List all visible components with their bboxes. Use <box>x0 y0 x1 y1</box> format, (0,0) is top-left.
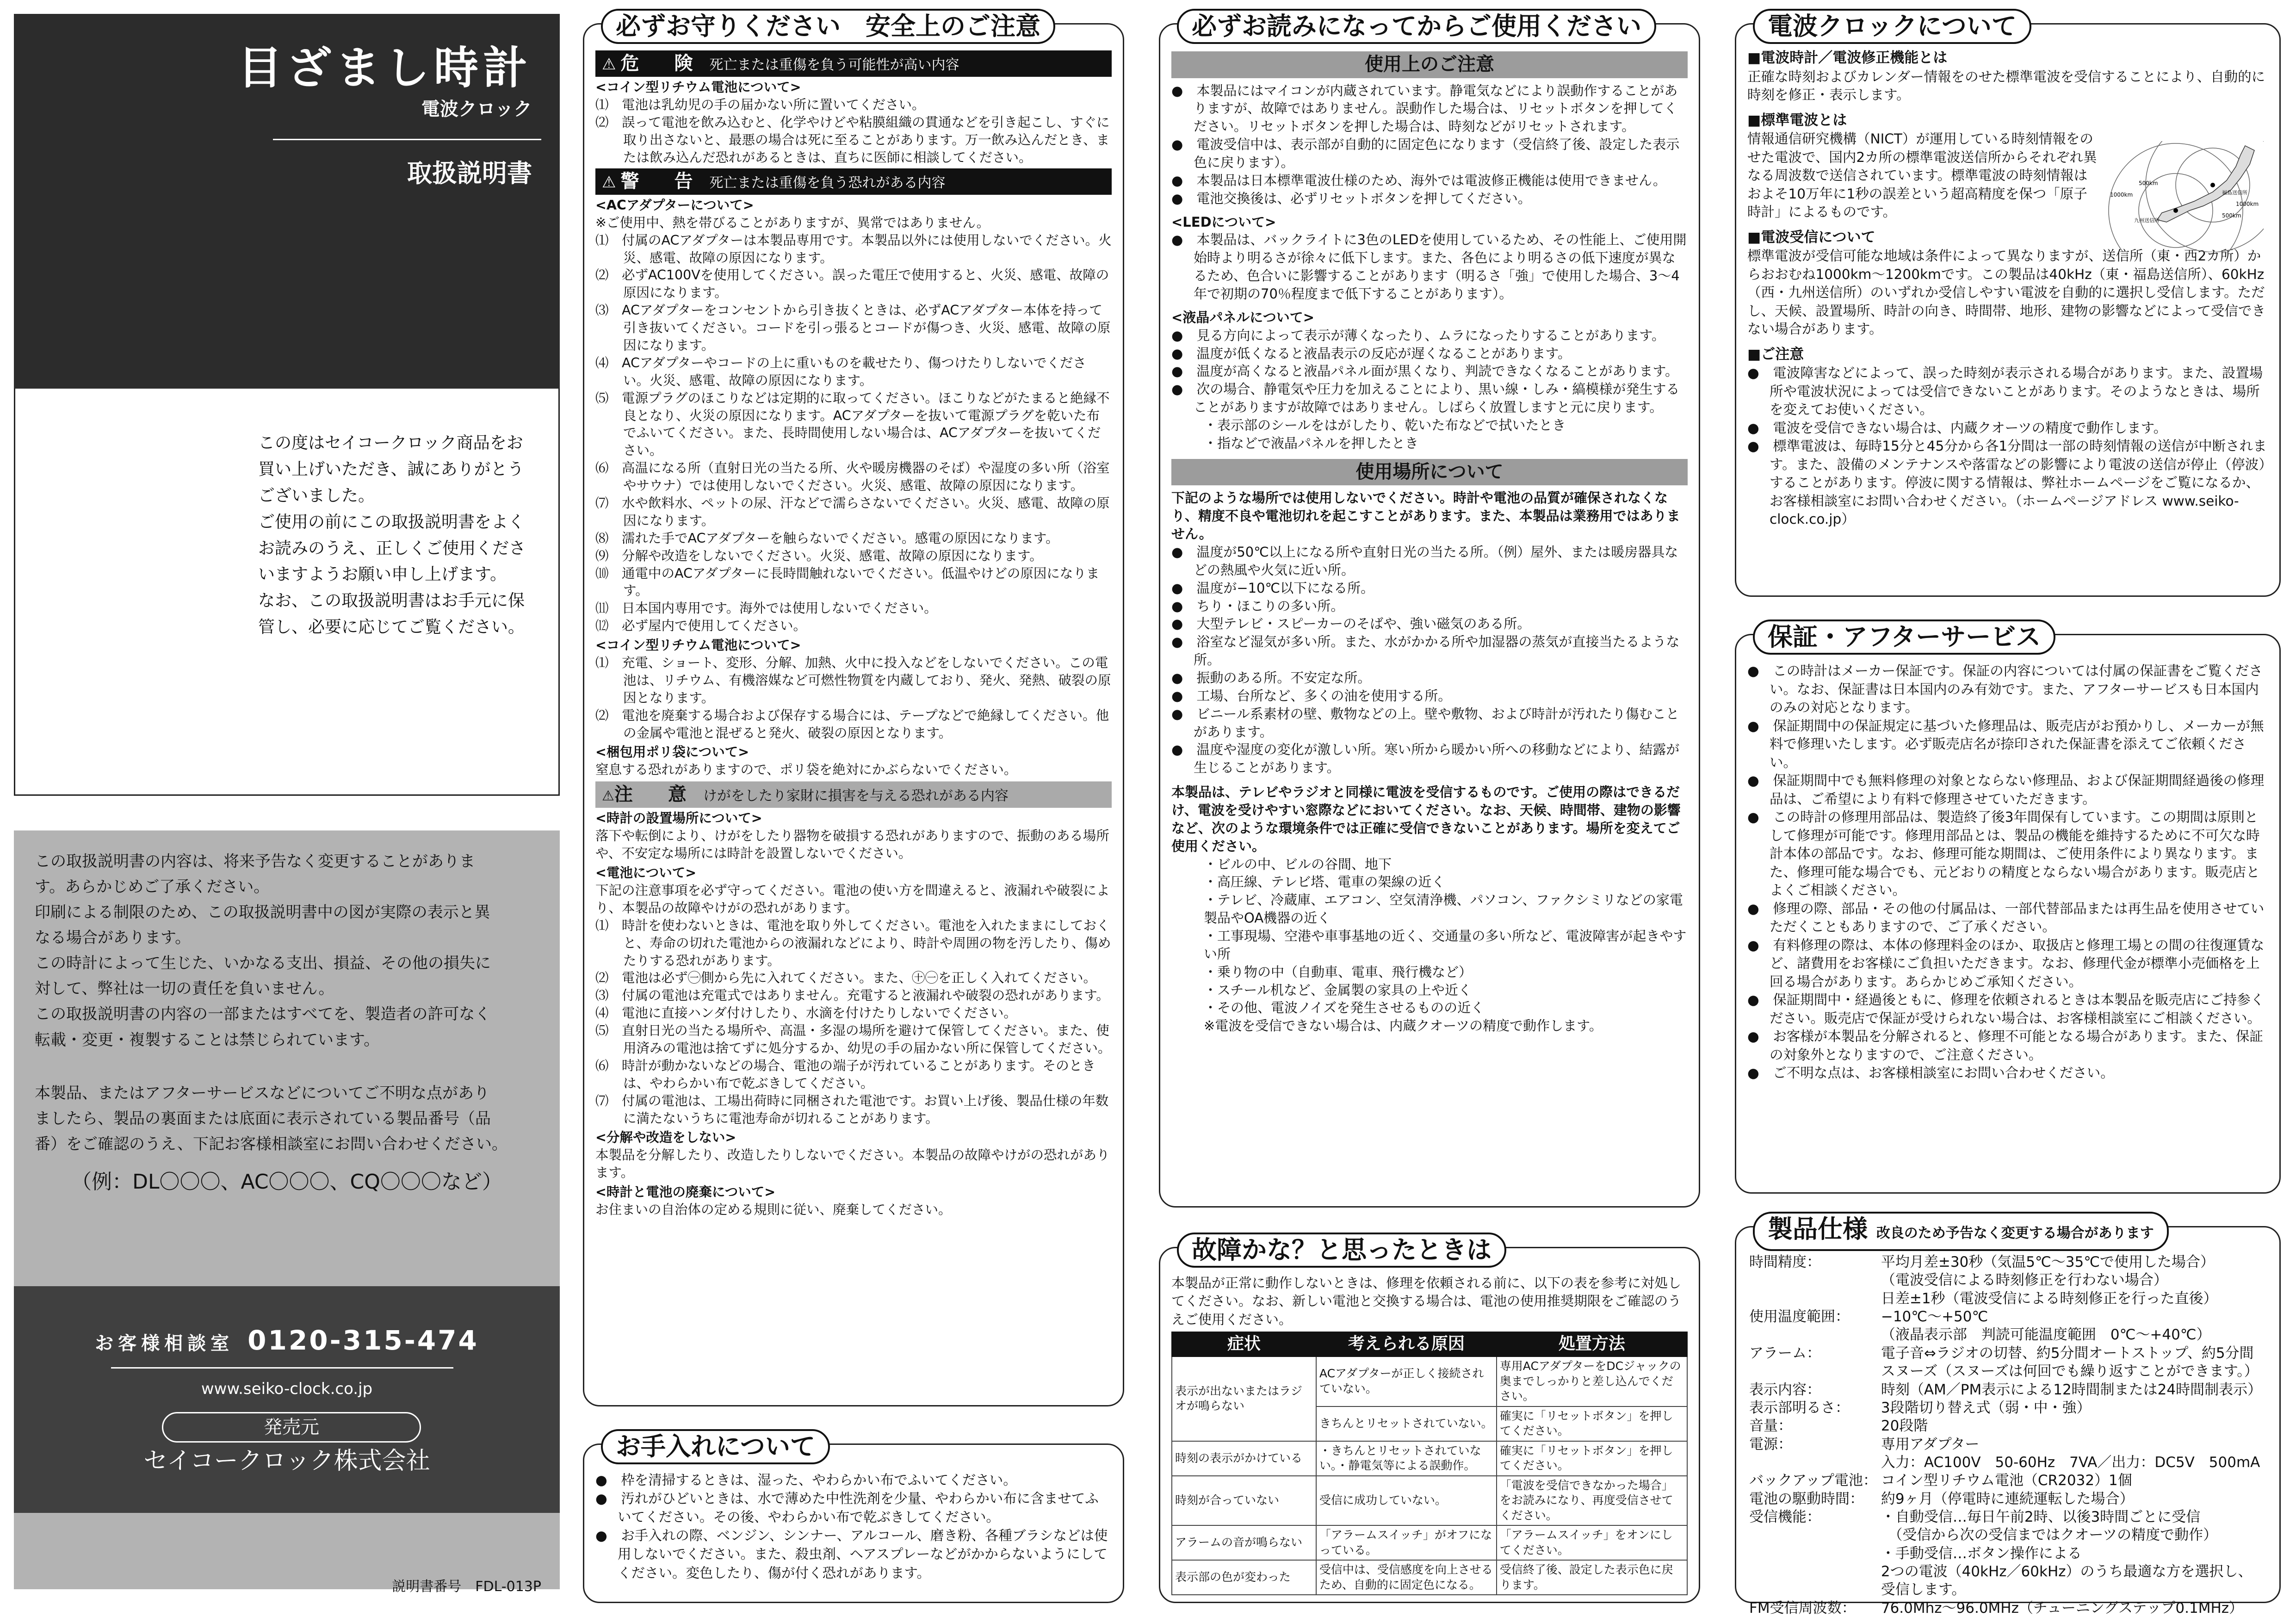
spec-title: 製品仕様 <box>1768 1214 1868 1244</box>
item-text: 温度が50℃以上になる所や直射日光の当たる所。（例）屋外、または暖房器具などの熱風や火気に近い所。 <box>1194 544 1678 578</box>
spec-value: 平均月差±30秒（気温5℃〜35℃で使用した場合） （電波受信による時刻修正を行わない場合） 日差±1秒（電波受信による時刻修正を行った直後） <box>1881 1254 2218 1307</box>
radio-clock-section <box>1735 12 2281 597</box>
table-cell: 「電波を受信できなかった場合」をお読みになり、再度受信させてください。 <box>1497 1476 1687 1526</box>
list-item: ⑸ 直射日光の当たる場所や、高温・多湿の場所を避けて保管してください。また、使用済みの電池は捨てずに処分するか、幼児の手の届かない所に保管してください。 <box>595 1023 1111 1056</box>
safety-column <box>583 14 1124 1610</box>
list-item: ● 振動のある所。不安定な所。 <box>1171 669 1371 686</box>
table-cell: 受信中は、受信感度を向上させるため、自動的に固定色になる。 <box>1316 1560 1497 1595</box>
list-item: ● 本製品は日本標準電波仕様のため、海外では電波修正機能は使用できません。 <box>1171 172 1666 188</box>
danger-desc: 死亡または重傷を負う可能性が高い内容 <box>709 57 959 73</box>
list-item: ⑸ 電源プラグのほこりなどは定期的に取ってください。ほこりなどがたまると絶縁不良となり、火災の原因になります。ACアダプターを抜いて電源プラグを乾いた布でふいてください。また、長時間使用しない場合は、ACアダプターを抜いてください。 <box>595 390 1110 458</box>
contact-tel <box>14 1323 560 1358</box>
seller-label: 発売元 <box>162 1412 421 1443</box>
danger-bar <box>595 50 1112 77</box>
list-item: ● 本製品は、バックライトに3色のLEDを使用しているため、その性能上、ご使用開始時より明るさが徐々に低下します。また、各色により明るさの低下速度が異なるため、色合いに影響することがあります（明るさ「強」で使用した場合、3〜4年で初期の70％程度まで低下することがあります）。 <box>1171 232 1687 302</box>
note: ※電波を受信できない場合は、内蔵クオーツの精度で動作します。 <box>1204 1018 1603 1034</box>
table-row <box>1172 1357 1687 1406</box>
spec-key: 電池の駆動時間： <box>1749 1490 1864 1507</box>
list-item: ● 枠を清掃するときは、湿った、やわらかい布でふいてください。 <box>595 1472 1017 1488</box>
list-item: ● お客様が本製品を分解されると、修理不可能となる場合があります。また、保証の対象外となりますので、ご注意ください。 <box>1747 1028 2263 1063</box>
list-item: ● この時計の修理用部品は、製造終了後3年間保有しています。この期間は原則として修理が可能です。修理用部品とは、製品の機能を維持するために不可欠な時計本体の部品です。なお、修理可能な期間は、ご使用条件により異なります。また、修理可能な場合でも、元どおりの精度とならない場合があります。販売店とよくご相談ください。 <box>1747 809 2260 898</box>
table-cell: 専用ACアダプターをDCジャックの奥までしっかりと差し込んでください。 <box>1497 1357 1687 1406</box>
warning-triangle-icon: ⚠ <box>602 788 614 805</box>
divider <box>111 1367 453 1369</box>
item-text: 温度や湿度の変化が激しい所。寒い所から暖かい所への移動などにより、結露が生じることがあります。 <box>1194 742 1680 776</box>
spec-row <box>1747 1308 2268 1344</box>
notice-line: す。あらかじめご了承ください。 <box>35 878 270 897</box>
list-item: ● 標準電波は、毎時15分と45分から各1分間は一部の時刻情報の送信が中断されます。また、設備のメンテナンスや落雷などの影響により電波の送信が停止（停波）することがあります。停波に関する情報は、弊社ホームページをご覧になるか、お客様相談室にお問い合わせください。（ホームページアドレス www.seiko-clock.co.jp） <box>1747 438 2267 527</box>
spec-key: FM受信周波数： <box>1749 1599 1856 1617</box>
list-item: ● 温度が低くなると液晶表示の反応が遅くなることがあります。 <box>1171 345 1571 361</box>
spec-value: 76.0Mhz〜96.0MHz（チューニングステップ0.1MHz） <box>1881 1599 2244 1617</box>
spec-section <box>1735 1214 2281 1617</box>
notice-line: なる場合があります。 <box>35 929 191 948</box>
company-name: セイコークロック株式会社 <box>143 1447 430 1475</box>
spec-note: 改良のため予告なく変更する場合があります <box>1876 1225 2154 1241</box>
spec-value: 約9ヶ月（停電時に連続運転した場合） <box>1881 1490 2134 1507</box>
spec-value: 20段階 <box>1881 1418 1928 1435</box>
list-item: ● ビニール系素材の壁、敷物などの上。壁や敷物、および時計が汚れたり傷むことがあります。 <box>1171 706 1679 740</box>
map-label: 福島送信所 <box>2222 190 2247 196</box>
item-text: 大型テレビ・スピーカーのそばや、強い磁気のある所。 <box>1196 616 1531 632</box>
list-item: ⑵ 必ずAC100Vを使用してください。誤った電圧で使用すると、火災、感電、故障の原因になります。 <box>595 267 1109 301</box>
intro-line: ご使用の前にこの取扱説明書をよく <box>258 512 525 532</box>
subsection-heading: <液晶パネルについて> <box>1171 309 1315 325</box>
spec-value: 3段階切り替え式（弱・中・強） <box>1881 1399 2091 1416</box>
list-item: ⑵ 誤って電池を飲み込むと、化学やけどや粘膜組織の貫通などを引き起こし、すぐに取り出さないと、最悪の場合は死に至ることがあります。万一飲み込んだとき、または飲み込んだ恐れがあるときは、直ちに医師に相談してください。 <box>595 114 1110 165</box>
read-body <box>1171 49 1688 1035</box>
notice-line: 対して、弊社は一切の責任を負いません。 <box>35 979 334 998</box>
item-text: 本製品は日本標準電波仕様のため、海外では電波修正機能は使用できません。 <box>1196 172 1666 188</box>
item-text: お手入れの際、ベンジン、シンナー、アルコール、磨き粉、各種ブラシなどは使用しないでください。また、殺虫剤、ヘアスプレーなどがかからないようにしてください。変色したり、傷が付く恐れがあります。 <box>618 1528 1108 1581</box>
table-row <box>1172 1476 1687 1526</box>
care-body <box>595 1471 1112 1582</box>
item-text: 有料修理の際は、本体の修理料金のほか、取扱店と修理工場との間の往復運賃など、諸費用をお客様にご負担いただきます。なお、修理代金が標準小売価格を上回る場合があります。あらかじめご承知ください。 <box>1770 937 2265 990</box>
safety-section <box>583 12 1124 1406</box>
warranty-section <box>1735 622 2281 1194</box>
product-subtitle: 電波クロック <box>421 99 532 120</box>
notice-line: この時計によって生じた、いかなる支出、損益、その他の損失に <box>35 954 491 973</box>
list-item: ● 保証期間中の保証規定に基づいた修理品は、販売店がお預かりし、メーカーが無料で修理いたします。必ず販売店名が捺印された保証書を添えてご依頼ください。 <box>1747 718 2264 770</box>
table-cell: ・きちんとリセットされていない。・静電気等による誤動作。 <box>1316 1441 1497 1476</box>
column-header: 考えられる原因 <box>1316 1332 1497 1357</box>
sub-item: ・テレビ、冷蔵庫、エアコン、空気清浄機、パソコン、ファクシミリなどの家電製品やOA機器の近く <box>1204 892 1683 926</box>
spec-body <box>1747 1253 2268 1617</box>
item-text: 保証期間中でも無料修理の対象とならない修理品、および保証期間経過後の修理品は、ご希望により有料で修理させていただきます。 <box>1770 773 2265 807</box>
subsection-heading: <コイン型リチウム電池について> <box>595 638 801 653</box>
map-label: 500km <box>2222 212 2241 219</box>
table-cell: きちんとリセットされていない。 <box>1316 1406 1497 1441</box>
document-number: 説明書番号 FDL-013P <box>392 1579 541 1595</box>
website-url[interactable]: www.seiko-clock.co.jp <box>201 1380 373 1398</box>
paragraph: 落下や転倒により、けがをしたり器物を破損する恐れがありますので、振動のある場所や、不安定な場所には時計を設置しないでください。 <box>595 828 1109 861</box>
list-item: ⑴ 付属のACアダプターは本製品専用です。本製品以外には使用しないでください。火災、感電、故障の原因になります。 <box>595 232 1112 266</box>
spec-key: 時間精度： <box>1749 1254 1821 1270</box>
spec-value: コイン型リチウム電池（CR2032）1個 <box>1881 1472 2132 1489</box>
list-item: ● 大型テレビ・スピーカーのそばや、強い磁気のある所。 <box>1171 616 1531 632</box>
spec-value: ・自動受信…毎日午前2時、以後3時間ごとに受信 （受信から次の受信まではクオーツの精度で動作） ・手動受信…ボタン操作による 2つの電波（40kHz／60kHz）のうち最適な方を選択し、受信します。 <box>1881 1509 2253 1598</box>
spec-row <box>1747 1381 2268 1399</box>
contact-label: お客様相談室 <box>95 1333 234 1354</box>
list-item: ● 温度が50℃以上になる所や直射日光の当たる所。（例）屋外、または暖房器具などの熱風や火気に近い所。 <box>1171 544 1678 578</box>
intro-line: いますようお願い申し上げます。 <box>258 565 507 584</box>
spec-row <box>1747 1599 2268 1617</box>
manual-label: 取扱説明書 <box>407 159 532 188</box>
item-text: 電波を受信できない場合は、内蔵クオーツの精度で動作します。 <box>1773 420 2167 436</box>
table-row <box>1172 1560 1687 1595</box>
spec-table <box>1747 1253 2268 1617</box>
paragraph: 下記のような場所では使用しないでください。時計や電池の品質が確保されなくなり、精度不良や電池切れを起こすことがあります。また、本製品は業務用ではありません。 <box>1171 490 1680 542</box>
list-item: ● お手入れの際、ベンジン、シンナー、アルコール、磨き粉、各種ブラシなどは使用しないでください。また、殺虫剤、ヘアスプレーなどがかからないようにしてください。変色したり、傷が付く恐れがあります。 <box>595 1528 1108 1581</box>
section-title: 電波クロックについて <box>1753 9 2031 44</box>
table-cell: アラームの音が鳴らない <box>1172 1525 1316 1560</box>
table-cell: 確実に「リセットボタン」を押してください。 <box>1497 1406 1687 1441</box>
spec-value: 専用アダプター 入力：AC100V 50-60Hz 7VA／出力：DC5V 500mA <box>1881 1436 2260 1471</box>
item-text: この時計の修理用部品は、製造終了後3年間保有しています。この期間は原則として修理が可能です。修理用部品とは、製品の機能を維持するために不可欠な時計本体の部品です。なお、修理可能な期間は、ご使用条件により異なります。また、修理可能な場合でも、元どおりの精度とならない場合があります。販売店とよくご相談ください。 <box>1770 809 2260 898</box>
spec-row <box>1747 1253 2268 1308</box>
table-header-row <box>1172 1332 1687 1357</box>
item-text: 保証期間中の保証規定に基づいた修理品は、販売店がお預かりし、メーカーが無料で修理いたします。必ず販売店名が捺印された保証書を添えてご依頼ください。 <box>1770 718 2264 770</box>
model-example: （例：DL〇〇〇、AC〇〇〇、CQ〇〇〇など） <box>71 1170 502 1194</box>
item-text: 枠を清掃するときは、湿った、やわらかい布でふいてください。 <box>621 1472 1017 1488</box>
intro-line: 買い上げいただき、誠にありがとう <box>258 459 524 479</box>
table-cell: 受信終了後、設定した表示色に戻ります。 <box>1497 1560 1687 1595</box>
notice-line: この取扱説明書の内容の一部またはすべてを、製造者の許可なく <box>35 1005 491 1024</box>
japan-map-icon <box>2106 141 2264 252</box>
list-item: ⑶ ACアダプターをコンセントから引き抜くときは、必ずACアダプター本体を持って引き抜いてください。コードを引っ張るとコードが傷つき、火災、感電、故障の原因になります。 <box>595 303 1111 353</box>
subsection-heading: <分解や改造をしない> <box>595 1130 736 1146</box>
item-text: 浴室など湿気が多い所。また、水がかかる所や加湿器の蒸気が直接当たるような所。 <box>1194 634 1680 668</box>
sub-item: ・工事現場、空港や車事基地の近く、交通量の多い所など、電波障害が起きやすい所 <box>1204 928 1687 962</box>
list-item: ● 電波受信中は、表示部が自動的に固定色になります（受信終了後、設定した表示色に戻ります）。 <box>1171 136 1680 171</box>
table-cell: 「アラームスイッチ」をオンにしてください。 <box>1497 1525 1687 1560</box>
list-item: ⑵ 電池を廃棄する場合および保存する場合には、テープなどで絶縁してください。他の金属や電池と混ぜると発火、破裂の原因となります。 <box>595 707 1109 741</box>
tel-number[interactable]: 0120-315-474 <box>248 1325 479 1356</box>
spec-row <box>1747 1399 2268 1417</box>
warranty-body <box>1747 662 2268 1083</box>
subsection-heading: <ACアダプターについて> <box>595 197 754 213</box>
table-cell: 表示部の色が変わった <box>1172 1560 1316 1595</box>
caution-bar <box>595 781 1112 808</box>
map-label: 1000km <box>2236 201 2259 207</box>
table-cell: 確実に「リセットボタン」を押してください。 <box>1497 1441 1687 1476</box>
spec-row <box>1747 1472 2268 1490</box>
item-text: 見る方向によって表示が薄くなったり、ムラになったりすることがあります。 <box>1196 327 1665 343</box>
spacer <box>35 1053 539 1081</box>
inquiry-line: ましたら、製品の裏面または底面に表示されている製品番号（品 <box>35 1109 491 1128</box>
item-text: この時計はメーカー保証です。保証の内容については付属の保証書をご覧ください。なお、保証書は日本国内のみ有効です。また、アフターサービスも日本国内のみの対応となります。 <box>1770 663 2263 716</box>
map-label: 九州送信所 <box>2134 217 2160 223</box>
subsection-heading: <LEDについて> <box>1171 214 1276 230</box>
contact-panel <box>14 1286 560 1513</box>
notice-line: 印刷による制限のため、この取扱説明書中の図が実際の表示と異 <box>35 903 490 922</box>
section-title <box>1753 1212 2169 1251</box>
spec-key: 受信機能： <box>1749 1509 1821 1526</box>
spec-key: バックアップ電池： <box>1749 1472 1877 1489</box>
list-item: ⑷ ACアダプターやコードの上に重いものを載せたり、傷つけたりしないでください。火災、感電、故障の原因になります。 <box>595 355 1086 388</box>
item-text: 保証期間中・経過後ともに、修理を依頼されるときは本製品を販売店にご持参ください。販売店で保証が受けられない場合は、お客様相談室にご相談ください。 <box>1770 992 2265 1026</box>
item-text: ちり・ほこりの多い所。 <box>1196 598 1344 614</box>
item-text: 振動のある所。不安定な所。 <box>1196 669 1371 686</box>
intro-line: この度はセイコークロック商品をお <box>258 434 523 452</box>
list-item: ⑷ 電池に直接ハンダ付けしたり、水滴を付けたりしないでください。 <box>595 1005 1017 1021</box>
section-title: 保証・アフターサービス <box>1753 619 2055 655</box>
list-item: ⑵ 電池は必ず㊀側から先に入れてください。また、㊉㊀を正しく入れてください。 <box>595 970 1097 986</box>
subsection-heading: ■電波受信について <box>1747 229 1875 246</box>
spec-row <box>1747 1490 2268 1508</box>
list-item: ⑼ 分解や改造をしないでください。火災、感電、故障の原因になります。 <box>595 548 1043 564</box>
item-text: 本製品にはマイコンが内蔵されています。静電気などにより誤動作することがありますが、故障ではありません。誤動作した場合は、リセットボタンを押してください。リセットボタンを押した場合は、時刻などがリセットされます。 <box>1194 82 1678 135</box>
trouble-body <box>1171 1274 1688 1595</box>
paragraph: お住まいの自治体の定める規則に従い、廃棄してください。 <box>595 1202 952 1217</box>
paragraph: 下記の注意事項を必ず守ってください。電池の使い方を間違えると、液漏れや破裂により、本製品の故障やけがの恐れがあります。 <box>595 882 1110 916</box>
spec-row <box>1747 1417 2268 1435</box>
intro-line: お読みのうえ、正しくご使用くださ <box>258 539 526 558</box>
list-item: ⑴ 充電、ショート、変形、分解、加熱、火中に投入などをしないでください。この電池は、リチウム、有機溶媒など可燃性物質を内蔵しており、発火、発熱、破裂の原因となります。 <box>595 655 1111 706</box>
item-text: 修理の際、部品・その他の付属品は、一部代替部品または再生品を使用させていただくこともありますので、ご了承ください。 <box>1770 900 2265 935</box>
notice-line: 転載・変更・複製することは禁じられています。 <box>35 1030 380 1049</box>
sub-item: ・高圧線、テレビ塔、電車の架線の近く <box>1204 874 1445 890</box>
item-text: 次の場合、静電気や圧力を加えることにより、黒い線・しみ・縞模様が発生することがありますが故障ではありません。しばらく放置しますと元に戻ります。 <box>1194 381 1680 415</box>
list-item: ● 見る方向によって表示が薄くなったり、ムラになったりすることがあります。 <box>1171 327 1665 343</box>
paragraph: 正確な時刻およびカレンダー情報をのせた標準電波を受信することにより、自動的に時刻を修正・表示します。 <box>1747 68 2265 103</box>
subsection-heading: 使用場所について <box>1171 459 1688 486</box>
spec-value: −10℃〜+50℃ （液晶表示部 判読可能温度範囲 0℃〜+40℃） <box>1881 1308 2211 1344</box>
note: ※ご使用中、熱を帯びることがありますが、異常ではありません。 <box>595 215 990 230</box>
table-row <box>1172 1441 1687 1476</box>
item-text: 電池交換後は、必ずリセットボタンを押してください。 <box>1196 190 1531 206</box>
list-item: ● ちり・ほこりの多い所。 <box>1171 598 1344 614</box>
item-text: 電波障害などによって、誤った時刻が表示される場合があります。また、設置場所や電波状況によっては受信できないことがあります。そのようなときは、場所を変えてお使いください。 <box>1770 365 2263 418</box>
map-label: 500km <box>2139 180 2158 186</box>
warning-desc: 死亡または重傷を負う恐れがある内容 <box>709 174 946 191</box>
trouble-table <box>1171 1332 1688 1595</box>
item-text: 工場、台所など、多くの油を使用する所。 <box>1196 688 1452 704</box>
paragraph: 本製品を分解したり、改造したりしないでください。本製品の故障やけがの恐れがあります。 <box>595 1147 1110 1181</box>
list-item: ● 有料修理の際は、本体の修理料金のほか、取扱店と修理工場との間の往復運賃など、諸費用をお客様にご負担いただきます。なお、修理代金が標準小売価格を上回る場合があります。あらかじめご承知ください。 <box>1747 937 2265 990</box>
sub-item: ・スチール机など、金属製の家具の上や近く <box>1204 982 1472 998</box>
divider <box>273 139 541 140</box>
list-item: ⑶ 付属の電池は充電式ではありません。充電すると液漏れや破裂の恐れがあります。 <box>595 988 1109 1004</box>
trouble-section <box>1159 1235 1700 1603</box>
safety-body <box>595 49 1112 1219</box>
intro-text <box>14 389 560 796</box>
spec-value: 電子音⇔ラジオの切替、約5分間オートストップ、約5分間スヌーズ（スヌーズは何回でも繰り返すことができます。） <box>1881 1344 2259 1380</box>
item-text: 温度が−10℃以下になる所。 <box>1196 580 1374 596</box>
intro-line: なお、この取扱説明書はお手元に保 <box>258 591 525 611</box>
section-title: 必ずお守りください 安全上のご注意 <box>601 9 1055 44</box>
subsection-heading: ■ご注意 <box>1747 346 1804 363</box>
list-item: ● 電波障害などによって、誤った時刻が表示される場合があります。また、設置場所や電波状況によっては受信できないことがあります。そのようなときは、場所を変えてお使いください。 <box>1747 365 2263 418</box>
spec-key: アラーム： <box>1749 1344 1821 1362</box>
item-text: 温度が高くなると液晶パネル面が黒くなり、判読できなくなることがあります。 <box>1196 363 1678 379</box>
paragraph: 標準電波が受信可能な地域は条件によって異なりますが、送信所（東・西2カ所）からおおむね1000km〜1200kmです。この製品は40kHz（東・福島送信所）、60kHz（西・九州送信所）のいずれか受信しやすい電波を自動的に選択し受信します。ただし、天候、設置場所、時計の向き、時間帯、地形、建物の影響などによって受信できない場合があります。 <box>1747 248 2265 337</box>
subsection-heading: 使用上のご注意 <box>1171 51 1688 78</box>
item-text: 温度が低くなると液晶表示の反応が遅くなることがあります。 <box>1196 345 1571 361</box>
warning-triangle-icon: ⚠ <box>602 173 616 192</box>
list-item: ● 温度が−10℃以下になる所。 <box>1171 580 1374 596</box>
warning-triangle-icon: ⚠ <box>602 55 616 74</box>
product-title: 目ざまし時計 <box>238 42 532 94</box>
list-item: ⑴ 時計を使わないときは、電池を取り外してください。電池を入れたままにしておくと、寿命の切れた電池からの液漏れなどにより、時計や周囲の物を汚したり、傷めたりする恐れがあります。 <box>595 917 1111 968</box>
list-item: ⑻ 濡れた手でACアダプターを触らないでください。感電の原因になります。 <box>595 530 1059 546</box>
item-text: お客様が本製品を分解されると、修理不可能となる場合があります。また、保証の対象外となりますので、ご注意ください。 <box>1770 1028 2263 1063</box>
list-item: ⑿ 必ず屋内で使用してください。 <box>595 618 807 634</box>
section-title: 故障かな？と思ったときは <box>1177 1233 1506 1268</box>
table-cell: ACアダプターが正しく接続されていない。 <box>1316 1357 1497 1406</box>
spec-key: 音量： <box>1749 1418 1792 1435</box>
table-row <box>1172 1525 1687 1560</box>
subsection-heading: ■標準電波とは <box>1747 112 1847 129</box>
spec-row <box>1747 1344 2268 1381</box>
warning-bar <box>595 168 1112 195</box>
intro-line: ございました。 <box>258 486 375 505</box>
item-text: 標準電波は、毎時15分と45分から各1分間は一部の時刻情報の送信が中断されます。また、設備のメンテナンスや落雷などの影響により電波の送信が停止（停波）することがあります。停波に関する情報は、弊社ホームページをご覧になるか、お客様相談室にお問い合わせください。（ホームページアドレス www.seiko-clock.co.jp） <box>1770 438 2267 527</box>
list-item: ● 保証期間中・経過後ともに、修理を依頼されるときは本製品を販売店にご持参ください。販売店で保証が受けられない場合は、お客様相談室にご相談ください。 <box>1747 992 2265 1026</box>
spec-row <box>1747 1436 2268 1472</box>
list-item: ● 電池交換後は、必ずリセットボタンを押してください。 <box>1171 190 1531 206</box>
table-cell: 受信に成功していない。 <box>1316 1476 1497 1526</box>
cover-column <box>14 14 560 1610</box>
cover-panel <box>14 14 560 389</box>
spec-key: 表示内容： <box>1749 1381 1821 1398</box>
list-item: ⑺ 付属の電池は、工場出荷時に同梱された電池です。お買い上げ後、製品仕様の年数に満たないうちに電池寿命が切れることがあります。 <box>595 1093 1109 1126</box>
read-section <box>1159 12 1700 1208</box>
map-label: 1000km <box>2110 192 2133 198</box>
list-item: ● 温度や湿度の変化が激しい所。寒い所から暖かい所への移動などにより、結露が生じることがあります。 <box>1171 742 1680 776</box>
care-section <box>583 1432 1124 1603</box>
list-item: ⑾ 日本国内専用です。海外では使用しないでください。 <box>595 601 937 616</box>
list-item: ⑹ 時計が動かないなどの場合、電池の端子が汚れていることがあります。そのときは、やわらかい布で乾ぶきしてください。 <box>595 1058 1095 1091</box>
caution-label: 注 意 <box>614 784 695 805</box>
caution-desc: けがをしたり家財に損害を与える恐れがある内容 <box>703 788 1009 805</box>
list-item: ⑴ 電池は乳幼児の手の届かない所に置いてください。 <box>595 97 925 113</box>
paragraph: 情報通信研究機構（NICT）が運用している時刻情報をのせた電波で、国内2カ所の標準電波送信所からそれぞれ異なる周波数で送信されています。標準電波の時刻情報はおよそ10万年に1秒の誤差という超高精度を保つ「原子時計」によるものです。 <box>1747 131 2097 220</box>
column-header: 処置方法 <box>1497 1332 1687 1357</box>
list-item: ⑺ 水や飲料水、ペットの尿、汗などで濡らさないでください。火災、感電、故障の原因になります。 <box>595 495 1110 528</box>
table-cell: 時刻が合っていない <box>1172 1476 1316 1526</box>
sub-item: ・ビルの中、ビルの谷間、地下 <box>1204 856 1392 872</box>
table-cell: 「アラームスイッチ」がオフになっている。 <box>1316 1525 1497 1560</box>
subsection-heading: <コイン型リチウム電池について> <box>595 80 801 95</box>
intro-line: 管し、必要に応じてご覧ください。 <box>258 618 525 637</box>
subsection-heading: <時計と電池の廃棄について> <box>595 1184 776 1200</box>
list-item: ● 電波を受信できない場合は、内蔵クオーツの精度で動作します。 <box>1747 420 2167 436</box>
spec-key: 使用温度範囲： <box>1749 1308 1850 1326</box>
list-item: ● 保証期間中でも無料修理の対象とならない修理品、および保証期間経過後の修理品は、ご希望により有料で修理させていただきます。 <box>1747 773 2265 807</box>
section-title: 必ずお読みになってからご使用ください <box>1177 9 1656 44</box>
inquiry-line: 番）をご確認のうえ、下記お客様相談室にお問い合わせください。 <box>35 1134 508 1153</box>
paragraph: 本製品は、テレビやラジオと同様に電波を受信するものです。ご使用の際はできるだけ、電波を受けやすい窓際などにおいてください。なお、天候、時間帯、建物の影響など、次のような環境条件では正確に受信できないことがあります。場所を変えてご使用ください。 <box>1171 784 1681 854</box>
list-item: ● 汚れがひどいときは、水で薄めた中性洗剤を少量、やわらかい布に含ませてふいてください。その後、やわらかい布で乾ぶきしてください。 <box>595 1491 1099 1525</box>
sub-item: ・乗り物の中（自動車、電車、飛行機など） <box>1204 964 1473 980</box>
column-header: 症状 <box>1172 1332 1316 1357</box>
sub-item: ・指などで液晶パネルを押したとき <box>1204 435 1419 451</box>
spec-row <box>1747 1508 2268 1599</box>
list-item: ● この時計はメーカー保証です。保証の内容については付属の保証書をご覧ください。なお、保証書は日本国内のみ有効です。また、アフターサービスも日本国内のみの対応となります。 <box>1747 663 2263 716</box>
table-cell: 時刻の表示がかけている <box>1172 1441 1316 1476</box>
notice-line: この取扱説明書の内容は、将来予告なく変更することがありま <box>35 852 475 871</box>
item-text: ご不明な点は、お客様相談室にお問い合わせください。 <box>1773 1065 2114 1081</box>
table-cell: 表示が出ないまたはラジオが鳴らない <box>1172 1357 1316 1441</box>
list-item: ⑽ 通電中のACアダプターに長時間触れないでください。低温やけどの原因になります。 <box>595 565 1100 599</box>
list-item: ● 工場、台所など、多くの油を使用する所。 <box>1171 688 1452 704</box>
usage-column <box>1159 14 1700 1610</box>
section-title: お手入れについて <box>601 1429 830 1464</box>
subsection-heading: <時計の設置場所について> <box>595 811 762 826</box>
list-item: ● 浴室など湿気が多い所。また、水がかかる所や加湿器の蒸気が直接当たるような所。 <box>1171 634 1680 668</box>
subsection-heading: ■電波時計／電波修正機能とは <box>1747 50 1948 66</box>
inquiry-line: 本製品、またはアフターサービスなどについてご不明な点があり <box>35 1084 489 1103</box>
sub-item: ・表示部のシールをはがしたり、乾いた布などで拭いたとき <box>1204 417 1566 434</box>
list-item: ● 温度が高くなると液晶パネル面が黒くなり、判読できなくなることがあります。 <box>1171 363 1678 379</box>
list-item: ● ご不明な点は、お客様相談室にお問い合わせください。 <box>1747 1065 2114 1081</box>
info-column <box>1735 12 2281 1617</box>
item-text: 汚れがひどいときは、水で薄めた中性洗剤を少量、やわらかい布に含ませてふいてください。その後、やわらかい布で乾ぶきしてください。 <box>618 1491 1099 1525</box>
spec-key: 表示部明るさ： <box>1749 1399 1850 1416</box>
list-item: ● 次の場合、静電気や圧力を加えることにより、黒い線・しみ・縞模様が発生することがありますが故障ではありません。しばらく放置しますと元に戻ります。 <box>1171 381 1680 415</box>
spec-value: 時刻（AM／PM表示による12時間制または24時間制表示） <box>1881 1381 2262 1398</box>
spec-key: 電源： <box>1749 1436 1792 1453</box>
list-item: ● 本製品にはマイコンが内蔵されています。静電気などにより誤動作することがありますが、故障ではありません。誤動作した場合は、リセットボタンを押してください。リセットボタンを押した場合は、時刻などがリセットされます。 <box>1171 82 1678 135</box>
item-text: ビニール系素材の壁、敷物などの上。壁や敷物、および時計が汚れたり傷むことがあります。 <box>1194 706 1679 740</box>
list-item: ⑹ 高温になる所（直射日光の当たる所、火や暖房機器のそば）や湿度の多い所（浴室やサウナ）では使用しないでください。火災、感電、故障の原因になります。 <box>595 460 1110 494</box>
danger-label: 危 険 <box>620 53 701 74</box>
paragraph: 本製品が正常に動作しないときは、修理を依頼される前に、以下の表を参考に対処してください。なお、新しい電池と交換する場合は、電池の使用推奨期限をご確認のうえご使用ください。 <box>1171 1275 1682 1327</box>
paragraph: 窒息する恐れがありますので、ポリ袋を絶対にかぶらないでください。 <box>595 762 1017 778</box>
warning-label: 警 告 <box>620 170 701 192</box>
radio-body <box>1747 49 2268 529</box>
item-text: 本製品は、バックライトに3色のLEDを使用しているため、その性能上、ご使用開始時より明るさが徐々に低下します。また、各色により明るさの低下速度が異なるため、色合いに影響することがあります（明るさ「強」で使用した場合、3〜4年で初期の70％程度まで低下することがあります）。 <box>1194 232 1687 302</box>
item-text: 電波受信中は、表示部が自動的に固定色になります（受信終了後、設定した表示色に戻ります）。 <box>1194 136 1680 171</box>
list-item: ● 修理の際、部品・その他の付属品は、一部代替部品または再生品を使用させていただくこともありますので、ご了承ください。 <box>1747 900 2265 935</box>
subsection-heading: <電池について> <box>595 865 697 881</box>
sub-item: ・その他、電波ノイズを発生させるものの近く <box>1204 1000 1485 1016</box>
subsection-heading: <梱包用ポリ袋について> <box>595 744 749 760</box>
